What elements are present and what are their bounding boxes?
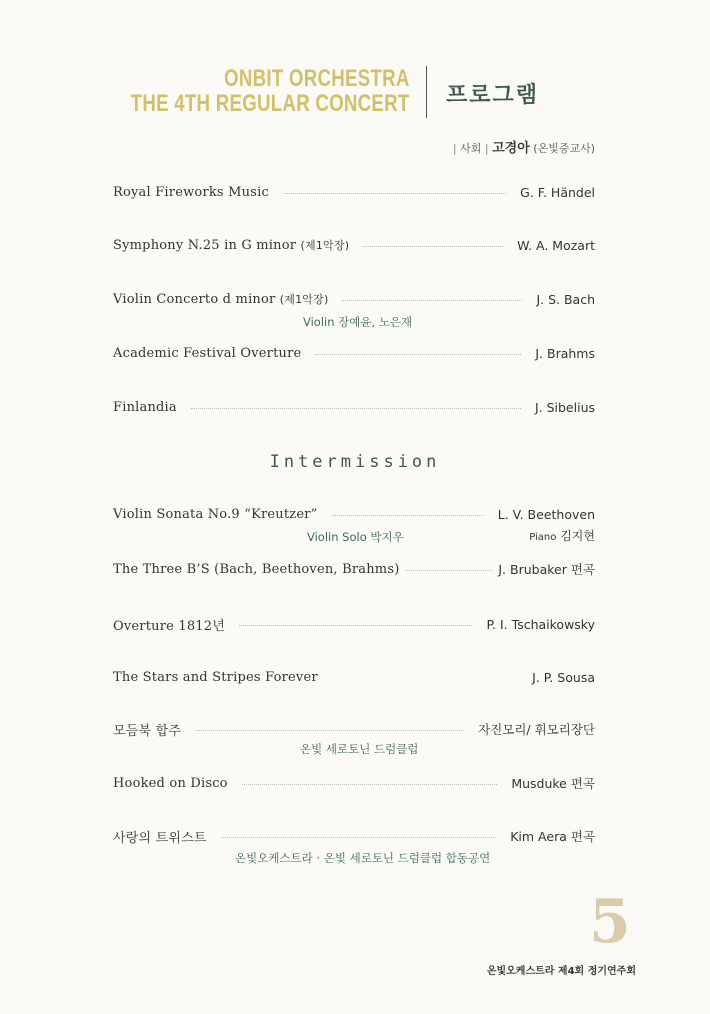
composer: J. S. Bach xyxy=(536,291,595,307)
composer: Kim Aera 편곡 xyxy=(510,829,595,844)
piece-title: 모듬북 합주 xyxy=(113,723,182,739)
composer: P. I. Tschaikowsky xyxy=(486,616,595,632)
leader-dots xyxy=(283,193,506,194)
composer: Musduke 편곡 xyxy=(511,776,595,791)
program-item xyxy=(113,557,595,581)
program-item xyxy=(113,771,595,795)
host-affiliation: (온빛중교사) xyxy=(533,142,595,155)
composer: G. F. Händel xyxy=(520,184,595,200)
program-item xyxy=(113,341,595,365)
piece-title: Violin Concerto d minor (제1악장) xyxy=(113,292,329,307)
program-item xyxy=(113,612,595,636)
piece-title: Academic Festival Overture xyxy=(113,345,302,361)
composer: J. Sibelius xyxy=(534,399,595,415)
leader-dots xyxy=(342,300,522,301)
host-info: | 사회 | 고경아 (온빛중교사) xyxy=(452,141,595,156)
program-item xyxy=(113,824,595,848)
leader-dots xyxy=(195,730,464,731)
accompanist-label: Piano xyxy=(529,532,557,543)
program-item xyxy=(113,180,595,204)
page-title: 프로그램 xyxy=(446,83,540,108)
leader-dots xyxy=(191,408,521,409)
composer: L. V. Beethoven xyxy=(497,506,595,522)
host-label: 사회 xyxy=(460,142,482,155)
leader-dots xyxy=(242,784,498,785)
accompanist xyxy=(529,527,595,544)
piece-title: Violin Sonata No.9 “Kreutzer” xyxy=(113,506,318,522)
piece-note: (제1악장) xyxy=(300,239,350,252)
header-divider xyxy=(426,66,427,118)
intermission-heading: Intermission xyxy=(269,452,441,472)
leader-dots xyxy=(221,837,497,838)
host-name: 고경아 xyxy=(492,141,530,156)
composer: 자진모리/ 휘모리장단 xyxy=(478,722,595,737)
accompanist-name: 김지현 xyxy=(560,529,595,543)
piece-title: Royal Fireworks Music xyxy=(113,184,269,200)
leader-dots xyxy=(405,570,492,571)
piece-title: The Stars and Stripes Forever xyxy=(113,669,318,685)
composer: J. Brubaker 편곡 xyxy=(498,562,595,577)
piece-title: Finlandia xyxy=(113,399,177,415)
footer-text: 온빛오케스트라 제4회 정기연주회 xyxy=(486,966,636,977)
piece-note: (제1악장) xyxy=(279,293,329,306)
leader-dots xyxy=(363,246,503,247)
piece-title: Symphony N.25 in G minor (제1악장) xyxy=(113,238,350,253)
piece-title: The Three B’S (Bach, Beethoven, Brahms) xyxy=(113,561,400,577)
program-item xyxy=(113,665,595,689)
program-item xyxy=(113,717,595,741)
leader-dots xyxy=(239,625,472,626)
page-number: 5 xyxy=(589,887,631,957)
performer: 온빛오케스트라 · 온빛 세로토닌 드럼클럽 합동공연 xyxy=(235,851,491,865)
piece-title: Overture 1812년 xyxy=(113,618,225,634)
leader-dots xyxy=(332,678,518,679)
concert-title xyxy=(131,66,410,116)
program-item xyxy=(113,502,595,526)
composer: W. A. Mozart xyxy=(517,237,595,253)
piece-title: Hooked on Disco xyxy=(113,775,228,791)
program-item xyxy=(113,395,595,419)
piece-title: 사랑의 트위스트 xyxy=(113,830,207,846)
program-item xyxy=(113,233,595,257)
performer: Violin 장예윤, 노은재 xyxy=(303,315,413,329)
leader-dots xyxy=(315,354,521,355)
concert-title-line1: ONBIT ORCHESTRA xyxy=(224,65,410,92)
composer: J. P. Sousa xyxy=(532,669,595,685)
program-item xyxy=(113,287,595,311)
leader-dots xyxy=(332,515,484,516)
performer: 온빛 세로토닌 드럼클럽 xyxy=(300,742,419,756)
performer: Violin Solo 박지우 xyxy=(307,530,404,544)
composer: J. Brahms xyxy=(535,345,595,361)
concert-title-line2: THE 4TH REGULAR CONCERT xyxy=(131,90,410,117)
